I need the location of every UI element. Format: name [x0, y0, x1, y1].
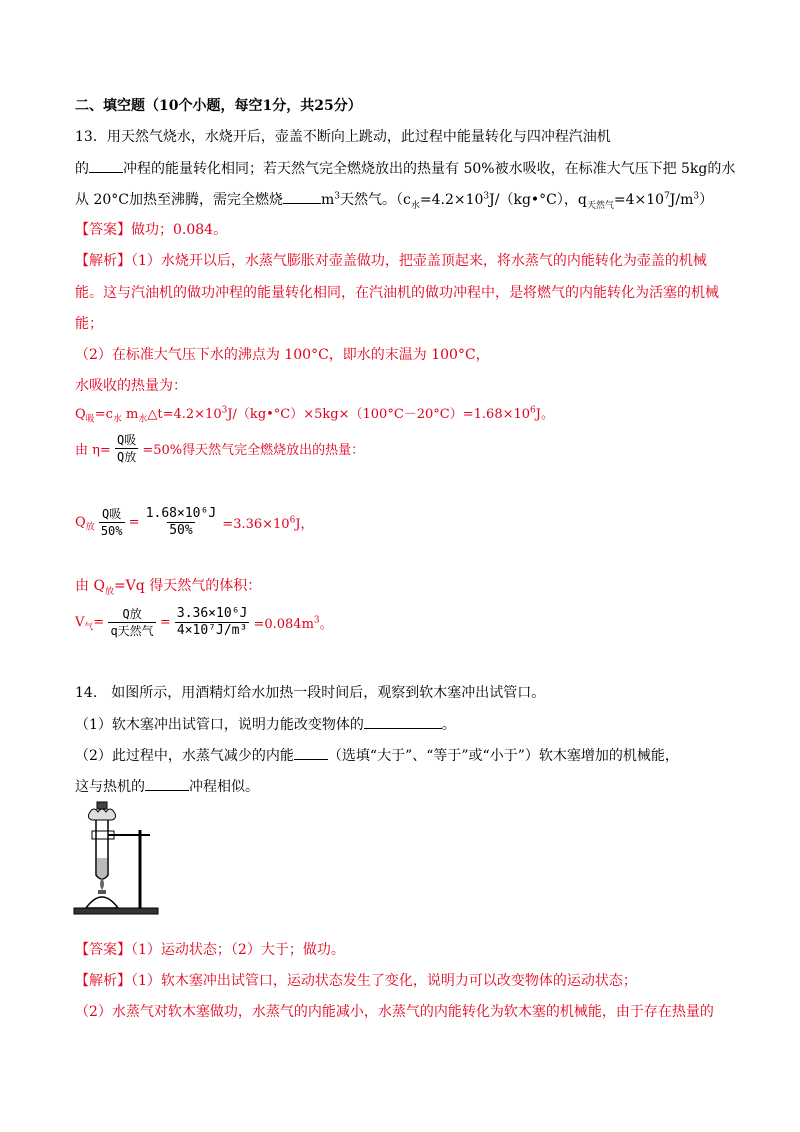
q13-volume-formula: $V_气=$ $\frac{\text{Q放}}{\text{q天然气}}$ = $\frac{\text{3.36×10⁶J}}{\text{4×10⁷J/m³}}$ $=0.084m^3$。 — [75, 606, 333, 638]
volume-fraction-2: $\frac{\text{3.36×10⁶J}}{\text{4×10⁷J/m³}}$ — [176, 606, 248, 638]
stand-base — [74, 908, 158, 914]
q13-analysis-1a: 【解析】（1）水烧开以后，水蒸气膨胀对壶盖做功，把壶盖顶起来，将水蒸气的内能转化为壶盖的机械 — [75, 253, 707, 269]
q13-line-2: 的 冲程的能量转化相同；若天然气完全燃烧放出的热量有 50%被水吸收，在标准大气压下把 5kg的水 — [75, 158, 735, 179]
q14-answer: 【答案】（1）运动状态；（2）大于；做功。 — [75, 942, 345, 958]
q14-line-4: 这与热机的 冲程相似。 — [75, 776, 259, 797]
steam — [88, 809, 115, 820]
q13-analysis-1c: 能； — [75, 316, 103, 332]
released-fraction-1: $\frac{\text{Q吸}}{50\%}$ — [100, 507, 123, 538]
flame — [100, 878, 104, 890]
water — [97, 858, 107, 879]
q13-analysis-2: （2）在标准大气压下水的沸点为 100°C，即水的末温为 100°C， — [75, 347, 490, 363]
lamp-wick — [98, 890, 106, 894]
q13-analysis-3: 水吸收的热量为： — [75, 378, 187, 394]
efficiency-fraction: $\frac{\text{Q吸}}{\text{Q放}}$ — [116, 433, 137, 464]
q13-blank-2 — [283, 189, 321, 204]
q13-line-3: 从 20°C加热至沸腾，需完全燃烧 $m^3$天然气。（$c_水=4.2\times 10^3J/(kg•^\circ C)$，$q_{天然气}=4\times 10^7J/m^3$） — [75, 189, 713, 210]
q14-blank-1 — [364, 714, 442, 729]
cork — [97, 802, 107, 809]
analysis-tag: 【解析】 — [75, 253, 131, 269]
q14-line-1: 14． 如图所示，用酒精灯给水加热一段时间后，观察到软木塞冲出试管口。 — [75, 685, 546, 701]
q14-analysis-2: （2）水蒸气对软木塞做功，水蒸气的内能减小，水蒸气的内能转化为软木塞的机械能，由于存在热量的 — [75, 1004, 714, 1020]
alcohol-lamp-test-tube-figure — [72, 800, 162, 918]
answer-tag: 【答案】 — [75, 222, 131, 238]
q13-blank-1 — [89, 158, 123, 173]
answer-tag: 【答案】 — [75, 942, 131, 958]
analysis-tag: 【解析】 — [75, 973, 131, 989]
q13-efficiency-formula: 由 η= $\frac{\text{Q吸}}{\text{Q放}}$ =50%得天然气完全燃烧放出的热量： — [75, 433, 365, 464]
q13-line-1: 13．用天然气烧水，水烧开后，壶盖不断向上跳动，此过程中能量转化与四冲程汽油机 — [75, 129, 611, 145]
released-fraction-2: $\frac{\text{1.68×10⁶J}}{50\%}$ — [145, 506, 217, 538]
q14-analysis-1: 【解析】（1）软木塞冲出试管口，运动状态发生了变化，说明力可以改变物体的运动状态； — [75, 973, 637, 989]
q14-line-2: （1）软木塞冲出试管口，说明力能改变物体的 。 — [75, 714, 456, 735]
q14-blank-2 — [294, 745, 328, 760]
section-title: 二、填空题（10个小题，每空1分，共25分） — [75, 98, 362, 114]
alcohol-lamp — [86, 897, 118, 908]
q13-heat-released-formula: $Q_放$ $\frac{\text{Q吸}}{50\%}$ = $\frac{\text{1.68×10⁶J}}{50\%}$ $=3.36\times 10^6J$， — [75, 506, 314, 538]
q13-analysis-1b: 能。这与汽油机的做功冲程的能量转化相同，在汽油机的做功冲程中，是将燃气的内能转化为活塞的机械 — [75, 285, 719, 301]
volume-fraction-1: $\frac{\text{Q放}}{\text{q天然气}}$ — [110, 607, 154, 638]
q14-blank-3 — [145, 776, 189, 791]
q13-answer: 【答案】做功；0.084。 — [75, 222, 228, 238]
q13-heat-absorbed: $Q_吸=c_水$ $m_水\triangle t=4.2\times 10^3J/(kg•^\circ C)\times 5kg\times(100^\circ C-20^\circ C)=1.68\times 10^6J$。 — [75, 405, 554, 425]
q14-line-3: （2）此过程中，水蒸气减少的内能 （选填“大于”、“等于”或“小于”）软木塞增加的机械能， — [75, 745, 679, 766]
q13-volume-intro: 由 $Q_放=Vq$ 得天然气的体积： — [75, 578, 262, 597]
